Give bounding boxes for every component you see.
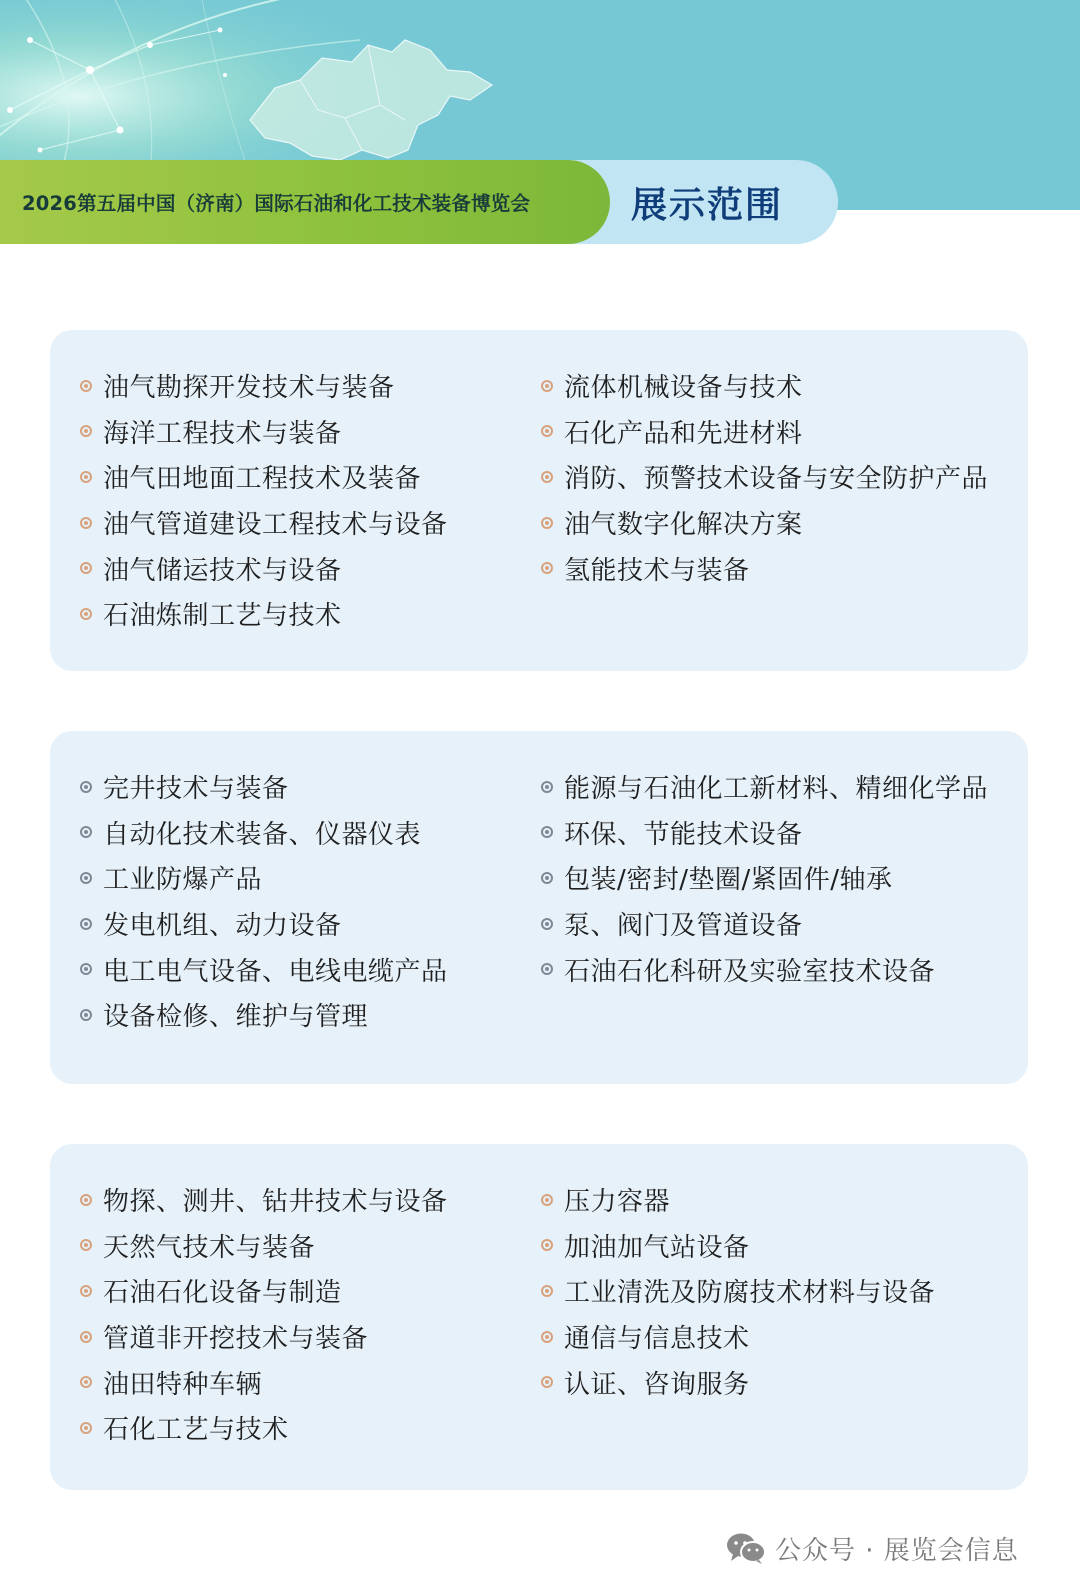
list-item: 石化工艺与技术 [80,1405,448,1451]
list-item: 管道非开挖技术与装备 [80,1314,448,1360]
list-item: 工业防爆产品 [80,855,448,901]
bullet-icon [541,471,553,483]
category-panel-3 [50,1144,1028,1490]
bullet-icon [541,826,553,838]
list-item: 油气储运技术与设备 [80,545,448,591]
bullet-icon [541,562,553,574]
bullet-icon [541,1285,553,1297]
bullet-icon [541,1194,553,1206]
bullet-icon [80,1422,92,1434]
bullet-icon [80,1239,92,1251]
list-item: 完井技术与装备 [80,764,448,810]
bullet-icon [541,517,553,529]
list-item: 电工电气设备、电线电缆产品 [80,946,448,992]
list-item: 通信与信息技术 [541,1314,935,1360]
section-title: 展示范围 [630,184,783,226]
list-item: 石油石化科研及实验室技术设备 [541,946,988,992]
list-item: 认证、咨询服务 [541,1359,935,1405]
list-item: 海洋工程技术与装备 [80,409,448,455]
bullet-icon [80,1194,92,1206]
list-item: 石油石化设备与制造 [80,1268,448,1314]
list-item: 石化产品和先进材料 [541,409,988,455]
list-item: 加油加气站设备 [541,1223,935,1269]
list-item: 自动化技术装备、仪器仪表 [80,810,448,856]
category-panel-1 [50,330,1028,671]
list-item: 环保、节能技术设备 [541,810,988,856]
wechat-icon [725,1531,767,1565]
bullet-icon [541,963,553,975]
list-item: 油气管道建设工程技术与设备 [80,500,448,546]
category-column-right [541,1177,935,1405]
bullet-icon [80,781,92,793]
bullet-icon [541,425,553,437]
bullet-icon [80,380,92,392]
category-column-left [80,1177,448,1451]
bullet-icon [80,1009,92,1021]
event-title-bar [0,160,610,244]
list-item: 发电机组、动力设备 [80,901,448,947]
list-item: 泵、阀门及管道设备 [541,901,988,947]
list-item: 消防、预警技术设备与安全防护产品 [541,454,988,500]
wechat-source-watermark [725,1530,1019,1566]
event-title: 2026第五届中国（济南）国际石油和化工技术装备博览会 [22,192,531,215]
list-item: 油气田地面工程技术及装备 [80,454,448,500]
list-item: 能源与石油化工新材料、精细化学品 [541,764,988,810]
list-item: 油气数字化解决方案 [541,500,988,546]
bullet-icon [80,608,92,620]
bullet-icon [80,1376,92,1388]
bullet-icon [541,872,553,884]
list-item: 油气勘探开发技术与装备 [80,363,448,409]
category-panel-2 [50,731,1028,1084]
bullet-icon [541,918,553,930]
bullet-icon [541,1331,553,1343]
network-globe-map-graphic [0,0,520,175]
bullet-icon [80,918,92,930]
bullet-icon [541,380,553,392]
list-item: 流体机械设备与技术 [541,363,988,409]
bullet-icon [80,963,92,975]
category-column-right [541,363,988,591]
bullet-icon [80,1285,92,1297]
bullet-icon [80,425,92,437]
list-item: 压力容器 [541,1177,935,1223]
bullet-icon [541,1376,553,1388]
list-item: 氢能技术与装备 [541,545,988,591]
bullet-icon [80,826,92,838]
source-label: 公众号 · 展览会信息 [775,1535,1019,1566]
category-column-left [80,764,448,1038]
bullet-icon [541,1239,553,1251]
category-column-left [80,363,448,637]
category-column-right [541,764,988,992]
bullet-icon [80,562,92,574]
list-item: 油田特种车辆 [80,1359,448,1405]
bullet-icon [541,781,553,793]
bullet-icon [80,1331,92,1343]
bullet-icon [80,471,92,483]
list-item: 物探、测井、钻井技术与设备 [80,1177,448,1223]
bullet-icon [80,872,92,884]
list-item: 工业清洗及防腐技术材料与设备 [541,1268,935,1314]
list-item: 天然气技术与装备 [80,1223,448,1269]
list-item: 设备检修、维护与管理 [80,992,448,1038]
list-item: 石油炼制工艺与技术 [80,591,448,637]
list-item: 包装/密封/垫圈/紧固件/轴承 [541,855,988,901]
bullet-icon [80,517,92,529]
